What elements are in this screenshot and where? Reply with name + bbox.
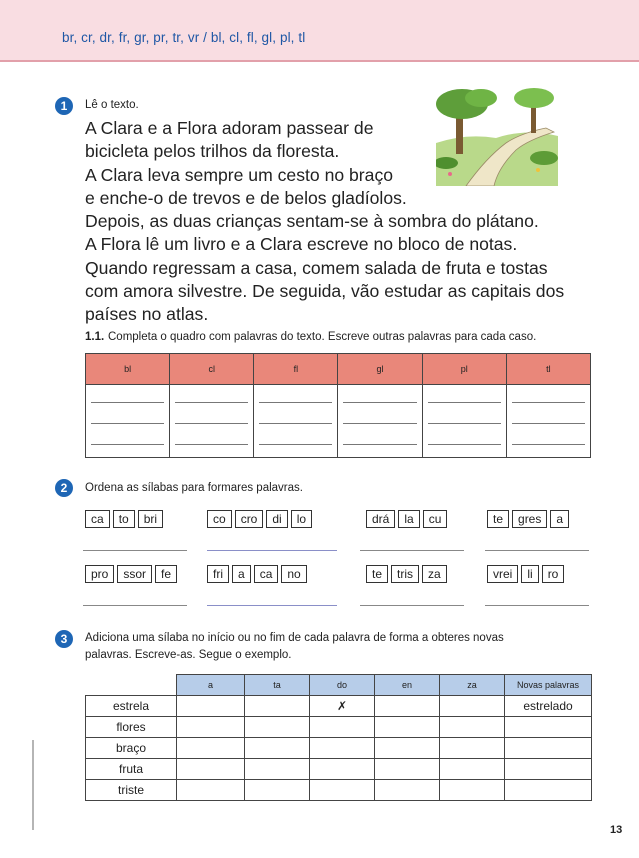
answer-cell[interactable]: [254, 385, 338, 458]
exercise-3-badge: 3: [55, 630, 73, 648]
row-word: flores: [86, 717, 177, 738]
syllable-addition-table: [85, 674, 592, 801]
table-cell[interactable]: [440, 738, 505, 759]
page-number: 13: [610, 824, 623, 836]
syllable-box: cu: [423, 510, 448, 528]
syllable-box: cro: [235, 510, 264, 528]
answer-line[interactable]: [207, 605, 337, 606]
table-cell[interactable]: [177, 738, 245, 759]
subexercise-number: 1.1.: [85, 331, 105, 343]
table-cell[interactable]: [440, 780, 505, 801]
row-word: triste: [86, 780, 177, 801]
new-word-cell[interactable]: [505, 759, 592, 780]
column-header: a: [177, 675, 245, 696]
row-word: braço: [86, 738, 177, 759]
answer-line[interactable]: [83, 550, 187, 551]
consonant-cluster-table: [85, 353, 591, 458]
publisher-imprint-mark: [28, 740, 38, 830]
table-cell[interactable]: [245, 717, 310, 738]
exercise-3-instruction: Adiciona uma sílaba no início ou no fim de cada palavra de forma a obteres novas: [85, 632, 504, 644]
text-line: países no atlas.: [85, 304, 209, 325]
column-header: ta: [245, 675, 310, 696]
table-cell[interactable]: [310, 780, 375, 801]
syllable-group: [487, 510, 569, 528]
syllable-box: fe: [155, 565, 177, 583]
table-cell[interactable]: [310, 738, 375, 759]
column-header-gl: gl: [338, 354, 422, 385]
syllable-box: ssor: [117, 565, 152, 583]
new-word-cell[interactable]: [505, 717, 592, 738]
answer-cell[interactable]: [422, 385, 506, 458]
syllable-group: [85, 510, 163, 528]
syllable-group: [487, 565, 564, 583]
syllable-box: co: [207, 510, 232, 528]
exercise-2-badge: 2: [55, 479, 73, 497]
syllable-box: pro: [85, 565, 114, 583]
answer-line[interactable]: [360, 550, 464, 551]
column-header: do: [310, 675, 375, 696]
syllable-box: a: [232, 565, 251, 583]
syllable-box: ca: [254, 565, 279, 583]
table-cell[interactable]: [440, 696, 505, 717]
syllable-box: bri: [138, 510, 163, 528]
syllable-group: [366, 510, 447, 528]
syllable-box: a: [550, 510, 569, 528]
header-divider: [0, 60, 639, 62]
syllable-box: ro: [542, 565, 565, 583]
new-word-cell[interactable]: estrelado: [505, 696, 592, 717]
answer-line[interactable]: [485, 550, 589, 551]
table-cell[interactable]: [177, 780, 245, 801]
table-cell[interactable]: [310, 759, 375, 780]
reading-text: [85, 117, 564, 327]
syllable-box: te: [366, 565, 388, 583]
new-word-cell[interactable]: [505, 738, 592, 759]
table-cell[interactable]: [440, 717, 505, 738]
syllable-box: li: [521, 565, 538, 583]
syllable-box: vrei: [487, 565, 518, 583]
answer-cell[interactable]: [506, 385, 590, 458]
exercise-1-badge: 1: [55, 97, 73, 115]
table-cell[interactable]: [245, 780, 310, 801]
column-header: za: [440, 675, 505, 696]
column-header-bl: bl: [86, 354, 170, 385]
syllable-box: lo: [291, 510, 312, 528]
table-row: [86, 738, 592, 759]
answer-line[interactable]: [207, 550, 337, 551]
answer-cell[interactable]: [86, 385, 170, 458]
syllable-box: drá: [366, 510, 395, 528]
table-row: [86, 717, 592, 738]
syllable-group: [366, 565, 447, 583]
text-line: A Clara leva sempre um cesto no braço: [85, 164, 394, 185]
table-cell[interactable]: [375, 696, 440, 717]
subexercise-instruction: Completa o quadro com palavras do texto. Escreve outras palavras para cada caso.: [108, 331, 537, 343]
text-line: e enche-o de trevos e de belos gladíolos.: [85, 187, 407, 208]
answer-cell[interactable]: [170, 385, 254, 458]
syllable-box: to: [113, 510, 135, 528]
column-header-new-words: Novas palavras: [505, 675, 592, 696]
answer-line[interactable]: [485, 605, 589, 606]
table-cell[interactable]: [245, 759, 310, 780]
table-cell[interactable]: [375, 780, 440, 801]
answer-cell[interactable]: [338, 385, 422, 458]
table-cell[interactable]: [375, 738, 440, 759]
syllable-group: [207, 510, 312, 528]
table-cell[interactable]: [177, 759, 245, 780]
text-line: A Clara e a Flora adoram passear de: [85, 118, 374, 138]
text-line: Depois, as duas crianças sentam-se à sombra do plátano.: [85, 211, 539, 232]
exercise-2-instruction: Ordena as sílabas para formares palavras.: [85, 482, 303, 494]
column-header-pl: pl: [422, 354, 506, 385]
exercise-1-instruction: Lê o texto.: [85, 99, 139, 111]
table-cell[interactable]: [245, 738, 310, 759]
syllable-box: za: [422, 565, 447, 583]
syllable-box: la: [398, 510, 419, 528]
syllable-group: [85, 565, 177, 583]
table-row: [86, 780, 592, 801]
table-row: [86, 696, 592, 717]
syllable-box: te: [487, 510, 509, 528]
syllable-box: gres: [512, 510, 547, 528]
text-line: com amora silvestre. De seguida, vão estudar as capitais dos: [85, 281, 565, 302]
page-title: br, cr, dr, fr, gr, pr, tr, vr / bl, cl, fl, gl, pl, tl: [62, 30, 306, 45]
exercise-3-instruction-continued: palavras. Escreve-as. Segue o exemplo.: [85, 649, 292, 661]
syllable-box: di: [266, 510, 287, 528]
column-header: en: [375, 675, 440, 696]
row-word: fruta: [86, 759, 177, 780]
check-mark[interactable]: ✗: [310, 696, 375, 717]
table-cell[interactable]: [177, 696, 245, 717]
syllable-box: no: [281, 565, 306, 583]
column-header-tl: tl: [506, 354, 590, 385]
syllable-box: ca: [85, 510, 110, 528]
answer-line[interactable]: [360, 605, 464, 606]
syllable-box: tris: [391, 565, 419, 583]
new-word-cell[interactable]: [505, 780, 592, 801]
table-cell[interactable]: [440, 759, 505, 780]
text-line: bicicleta pelos trilhos da floresta.: [85, 141, 340, 162]
text-line: Quando regressam a casa, comem salada de fruta e tostas: [85, 257, 548, 278]
answer-line[interactable]: [83, 605, 187, 606]
syllable-group: [207, 565, 307, 583]
table-cell[interactable]: [310, 717, 375, 738]
row-word: estrela: [86, 696, 177, 717]
table-corner: [86, 675, 177, 696]
table-cell[interactable]: [375, 759, 440, 780]
table-cell[interactable]: [177, 717, 245, 738]
syllable-box: fri: [207, 565, 229, 583]
column-header-cl: cl: [170, 354, 254, 385]
column-header-fl: fl: [254, 354, 338, 385]
text-line: A Flora lê um livro e a Clara escreve no bloco de notas.: [85, 234, 518, 255]
table-cell[interactable]: [375, 717, 440, 738]
table-row: [86, 759, 592, 780]
table-cell[interactable]: [245, 696, 310, 717]
